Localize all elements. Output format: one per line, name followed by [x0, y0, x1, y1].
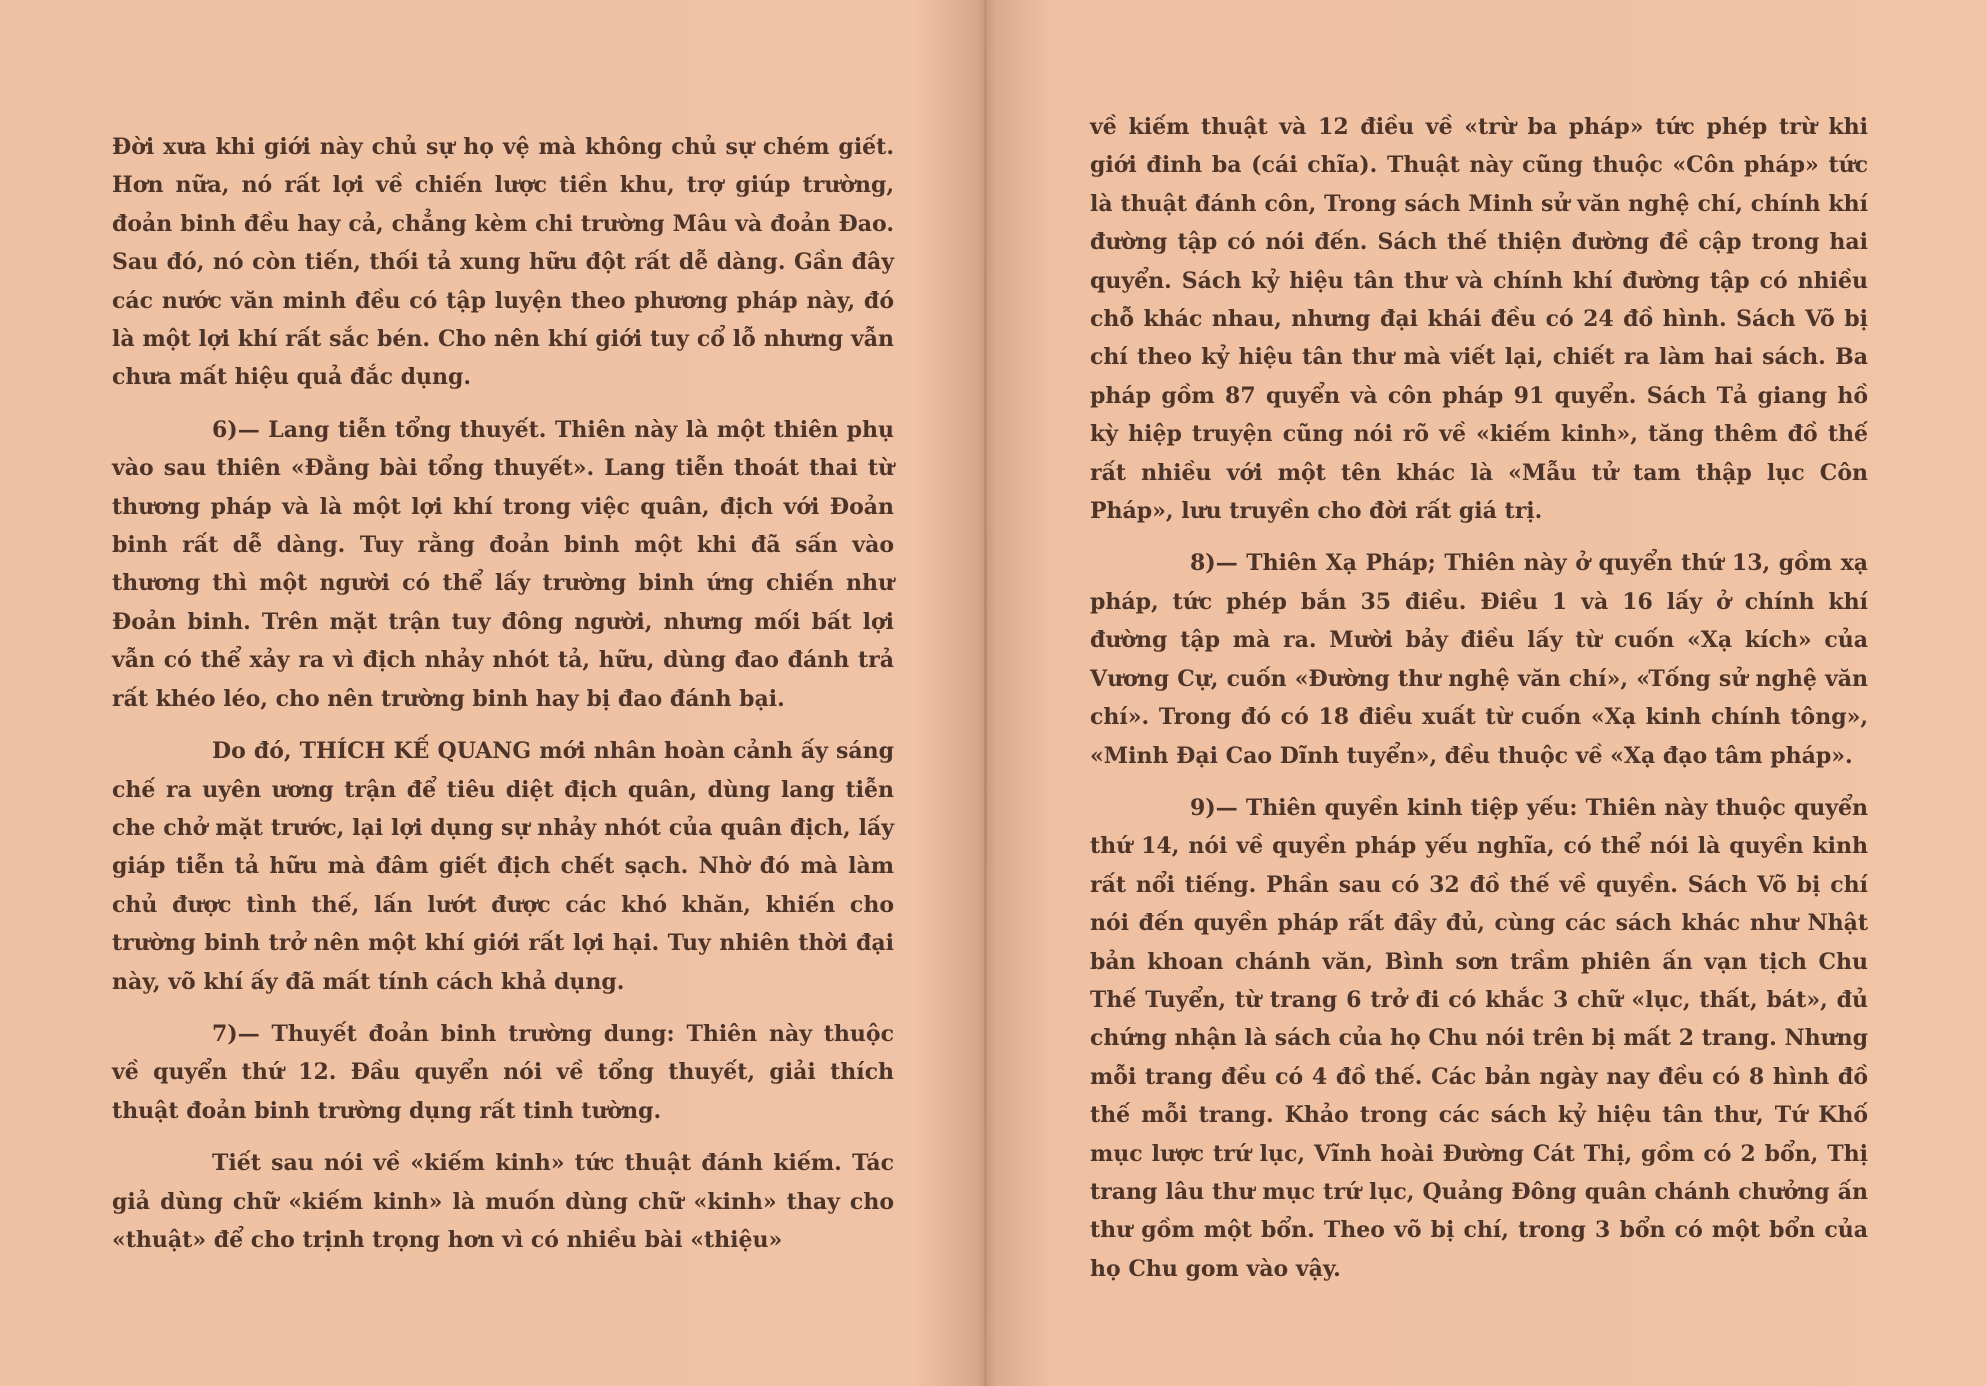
right-paragraph-3: 9)— Thiên quyền kinh tiệp yếu: Thiên này thuộc quyển thứ 14, nói về quyền pháp yếu nghĩa, có thể nói là quyền kinh rất nổi tiếng. Phần sau có 32 đồ thế về quyền. Sách Võ bị chí nói đến quyền pháp rất đầy đủ, cùng các sách khác như Nhật bản khoan chánh văn, Bình sơn trầm phiên ấn vạn tịch Chu Thế Tuyển, từ trang 6 trở đi có khắc 3 chữ «lục, thất, bát», đủ chứng nhận là sách của họ Chu nói trên bị mất 2 trang. Nhưng mỗi trang đều có 4 đồ thế. Các bản ngày nay đều có 8 hình đồ thế mỗi trang. Khảo trong các sách kỷ hiệu tân thư, Tứ Khố mục lược trứ lục, Vĩnh hoài Đường Cát Thị, gồm có 2 bổn, Thị trang lâu thư mục trứ lục, Quảng Đông quân chánh chưởng ấn thư gồm một bổn. Theo võ bị chí, trong 3 bổn có một bổn của họ Chu gom vào vậy. [1090, 794, 1868, 1282]
right-paragraph-2: 8)— Thiên Xạ Pháp; Thiên này ở quyển thứ 13, gồm xạ pháp, tức phép bắn 35 điều. Điều 1 và 16 lấy ở chính khí đường tập mà ra. Mười bảy điều lấy từ cuốn «Xạ kích» của Vương Cự, cuốn «Đường thư nghệ văn chí», «Tống sử nghệ văn chí». Trong đó có 18 điều xuất từ cuốn «Xạ kinh chính tông», «Minh Đại Cao Dĩnh tuyển», đều thuộc về «Xạ đạo tâm pháp». [1090, 550, 1868, 769]
left-page [0, 0, 985, 1386]
left-paragraph-1: Đời xưa khi giới này chủ sự họ vệ mà không chủ sự chém giết. Hơn nữa, nó rất lợi về chiến lược tiền khu, trợ giúp trường, đoản binh đều hay cả, chẳng kèm chi trường Mâu và đoản Đao. Sau đó, nó còn tiến, thối tả xung hữu đột rất dễ dàng. Gần đây các nước văn minh đều có tập luyện theo phương pháp này, đó là một lợi khí rất sắc bén. Cho nên khí giới tuy cổ lỗ nhưng vẫn chưa mất hiệu quả đắc dụng. [112, 134, 894, 391]
left-paragraph-3: Do đó, THÍCH KẾ QUANG mới nhân hoàn cảnh ấy sáng chế ra uyên ương trận để tiêu diệt địch quân, dùng lang tiễn che chở mặt trước, lại lợi dụng sự nhảy nhót của quân địch, lấy giáp tiễn tả hữu mà đâm giết địch chết sạch. Nhờ đó mà làm chủ được tình thế, lấn lướt được các khó khăn, khiến cho trường binh trở nên một khí giới rất lợi hại. Tuy nhiên thời đại này, võ khí ấy đã mất tính cách khả dụng. [112, 738, 894, 995]
right-paragraph-1: về kiếm thuật và 12 điều về «trừ ba pháp» tức phép trừ khi giới đinh ba (cái chĩa). Thuật này cũng thuộc «Côn pháp» tức là thuật đánh côn, Trong sách Minh sử văn nghệ chí, chính khí đường tập có nói đến. Sách thế thiện đường đề cập trong hai quyển. Sách kỷ hiệu tân thư và chính khí đường tập có nhiều chỗ khác nhau, nhưng đại khái đều có 24 đồ hình. Sách Võ bị chí theo kỷ hiệu tân thư mà viết lại, chiết ra làm hai sách. Ba pháp gồm 87 quyển và côn pháp 91 quyển. Sách Tả giang hồ kỳ hiệp truyện cũng nói rõ về «kiếm kinh», tăng thêm đồ thế rất nhiều với một tên khác là «Mẫu tử tam thập lục Côn Pháp», lưu truyền cho đời rất giá trị. [1090, 114, 1868, 525]
right-page [985, 0, 1986, 1386]
left-paragraph-4: 7)— Thuyết đoản binh trường dung: Thiên này thuộc về quyển thứ 12. Đầu quyển nói về tổng thuyết, giải thích thuật đoản binh trường dụng rất tinh tường. [112, 1020, 894, 1124]
left-paragraph-2: 6)— Lang tiễn tổng thuyết. Thiên này là một thiên phụ vào sau thiên «Đằng bài tổng thuyết». Lang tiễn thoát thai từ thương pháp và là một lợi khí trong việc quân, địch với Đoản binh rất dễ dàng. Tuy rằng đoản binh một khi đã sấn vào thương thì một người có thể lấy trường binh ứng chiến như Đoản binh. Trên mặt trận tuy đông người, nhưng mối bất lợi vẫn có thể xảy ra vì địch nhảy nhót tả, hữu, dùng đao đánh trả rất khéo léo, cho nên trường binh hay bị đao đánh bại. [112, 416, 894, 712]
left-paragraph-5: Tiết sau nói về «kiếm kinh» tức thuật đánh kiếm. Tác giả dùng chữ «kiếm kinh» là muốn dùng chữ «kinh» thay cho «thuật» để cho trịnh trọng hơn vì có nhiều bài «thiệu» [112, 1150, 894, 1253]
left-page-text [112, 128, 894, 1259]
right-page-text [1090, 108, 1868, 1288]
